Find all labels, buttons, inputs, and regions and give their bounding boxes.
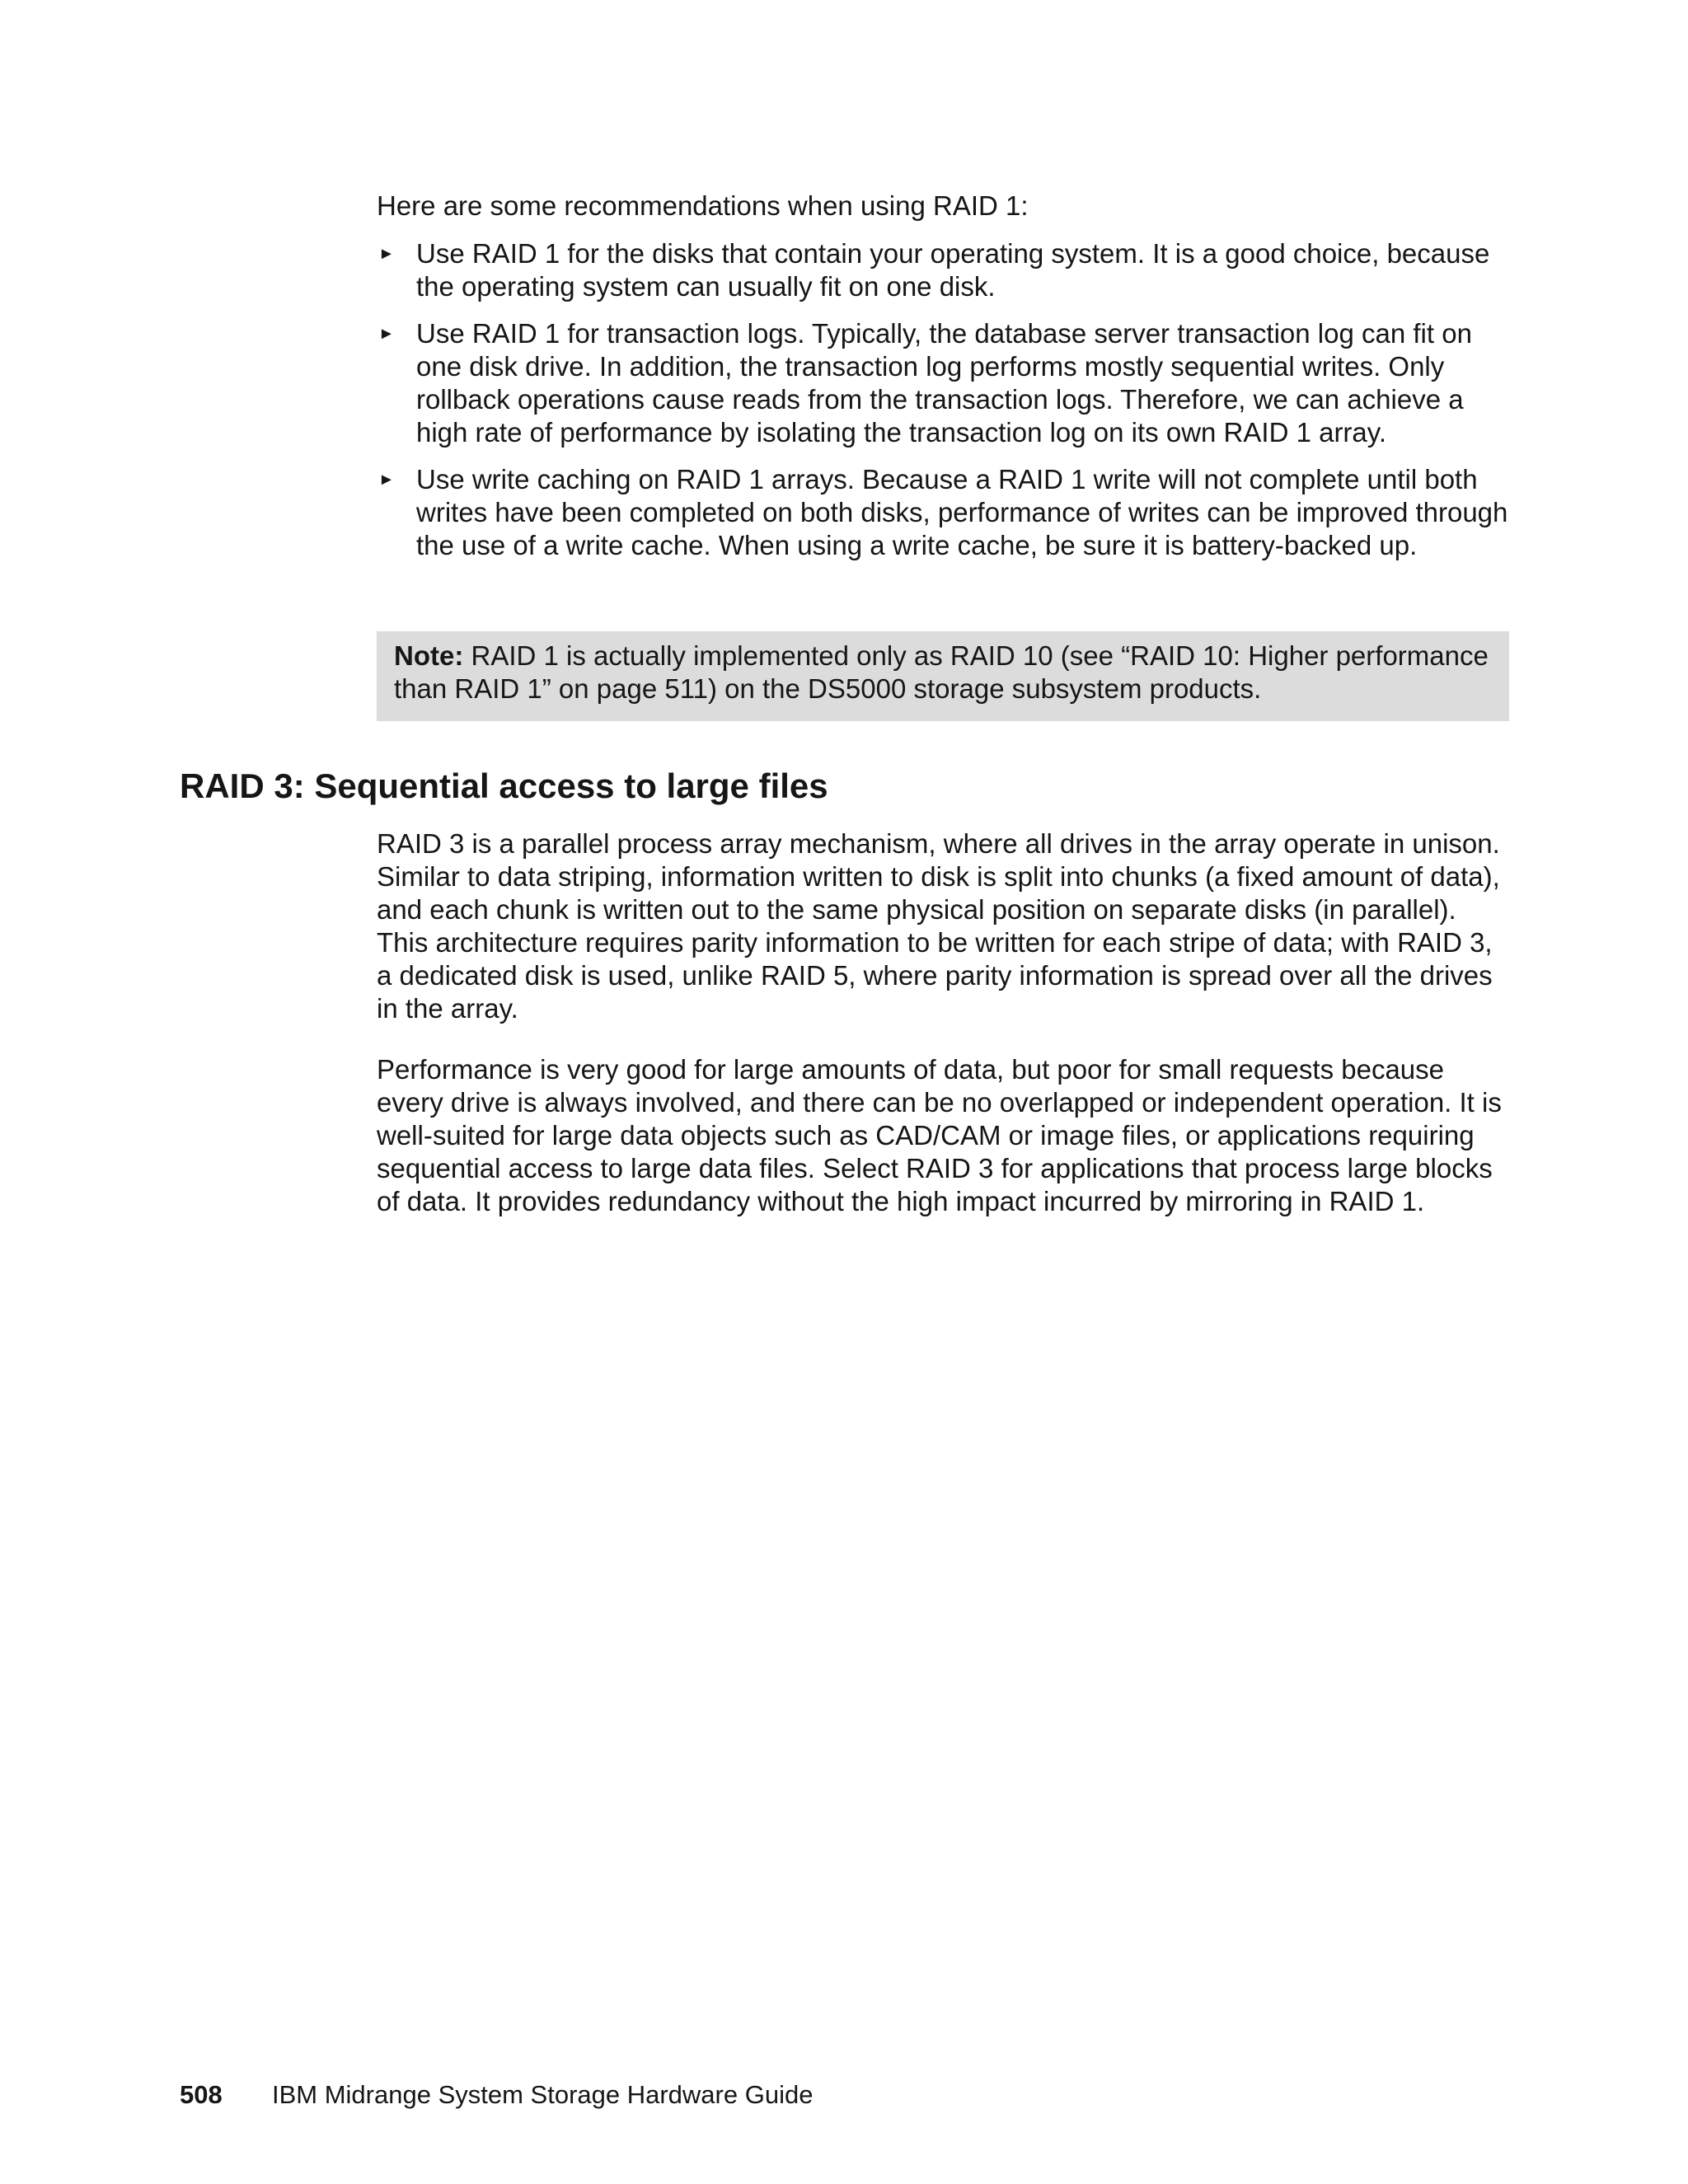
list-item-text: Use write caching on RAID 1 arrays. Because a RAID 1 write will not complete until both writes have been completed on both disks, performance of writes can be improved through the use of a write cache. When using a write cache, be sure it is battery-backed up. bbox=[416, 464, 1508, 560]
list-item bbox=[377, 237, 1512, 303]
list-item bbox=[377, 317, 1512, 449]
section-heading: RAID 3: Sequential access to large files bbox=[180, 766, 828, 805]
note-label: Note: bbox=[394, 640, 464, 671]
list-item-text: Use RAID 1 for transaction logs. Typically, the database server transaction log can fit on one disk drive. In addition, the transaction log performs mostly sequential writes. Only rollback operations cause reads from the transaction logs. Therefore, we can achieve a high rate of performance by isolating the transaction log on its own RAID 1 array. bbox=[416, 318, 1472, 448]
body-paragraph: RAID 3 is a parallel process array mechanism, where all drives in the array operate in unison. Similar to data striping, information written to disk is split into chunks (a fixed amount of data), and each chunk is written out to the same physical position on separate disks (in parallel). This architecture requires parity information to be written for each stripe of data; with RAID 3, a dedicated disk is used, unlike RAID 5, where parity information is spread over all the drives in the array. bbox=[377, 828, 1500, 1024]
note-text: RAID 1 is actually implemented only as RAID 10 (see “RAID 10: Higher performance than RAID 1” on page 511) on the DS5000 storage subsystem products. bbox=[394, 640, 1489, 704]
triangle-bullet-icon: ► bbox=[378, 471, 395, 489]
list-item-text: Use RAID 1 for the disks that contain your operating system. It is a good choice, because the operating system can usually fit on one disk. bbox=[416, 238, 1490, 302]
recommendation-list bbox=[377, 237, 1512, 576]
book-title: IBM Midrange System Storage Hardware Guide bbox=[272, 2080, 814, 2109]
triangle-bullet-icon: ► bbox=[378, 245, 395, 263]
list-item bbox=[377, 463, 1512, 562]
triangle-bullet-icon: ► bbox=[378, 325, 395, 343]
note-box bbox=[377, 631, 1509, 721]
intro-text: Here are some recommendations when using RAID 1: bbox=[377, 190, 1029, 221]
page-number: 508 bbox=[180, 2080, 223, 2109]
page-footer bbox=[180, 2079, 813, 2111]
body-paragraph: Performance is very good for large amounts of data, but poor for small requests because every drive is always involved, and there can be no overlapped or independent operation. It is well-suited for large data objects such as CAD/CAM or image files, or applications requiring sequential access to large data files. Select RAID 3 for applications that process large blocks of data. It provides redundancy without the high impact incurred by mirroring in RAID 1. bbox=[377, 1054, 1502, 1216]
